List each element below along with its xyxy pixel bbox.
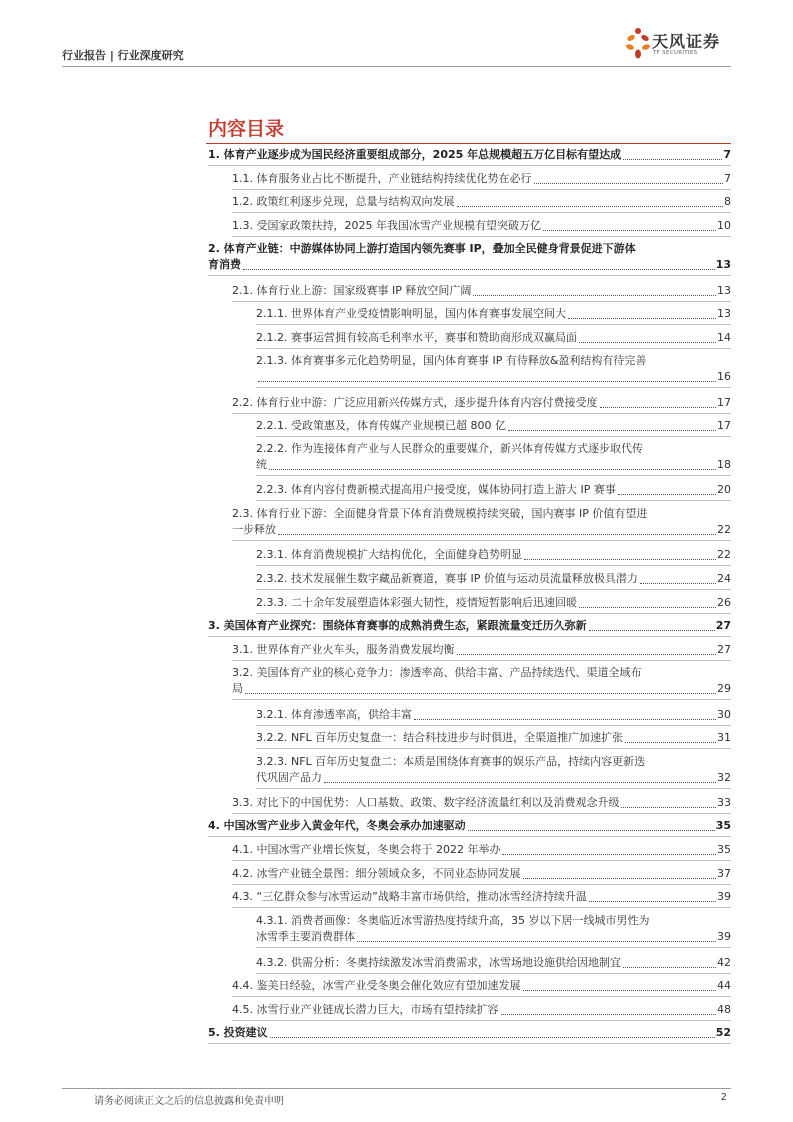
toc-entry-underline bbox=[208, 636, 731, 637]
toc-entry[interactable] bbox=[208, 618, 731, 634]
report-type: 行业报告 | 行业深度研究 bbox=[62, 49, 184, 62]
toc-entry-text: 4.2. 冰雪产业链全景图：细分领域众多，不同业态协同发展 bbox=[232, 867, 521, 880]
toc-entry-underline bbox=[208, 275, 731, 276]
toc-page-number: 44 bbox=[717, 979, 731, 992]
toc-entry-underline bbox=[256, 613, 731, 614]
toc-entry-underline bbox=[232, 996, 731, 997]
toc-dot-leader bbox=[501, 1014, 717, 1015]
toc-entry[interactable] bbox=[256, 730, 731, 746]
toc-entry-text: 1.2. 政策红利逐步兑现，总量与结构双向发展 bbox=[232, 195, 455, 208]
toc-entry[interactable] bbox=[256, 418, 731, 434]
logo-mark-icon bbox=[625, 26, 651, 62]
toc-entry-underline bbox=[232, 884, 731, 885]
company-logo bbox=[625, 26, 737, 66]
toc-entry-text: 1.1. 体育服务业占比不断提升，产业链结构持续优化势在必行 bbox=[232, 172, 532, 185]
toc-dot-leader bbox=[589, 630, 715, 631]
toc-entry-text: 2.3.1. 体育消费规模扩大结构优化，全面健身趋势明显 bbox=[256, 548, 522, 561]
toc-dot-leader bbox=[618, 494, 716, 495]
toc-entry[interactable] bbox=[232, 1002, 731, 1018]
toc-entry-underline bbox=[256, 348, 731, 349]
toc-entry-text: 4.1. 中国冰雪产业增长恢复，冬奥会将于 2022 年举办 bbox=[232, 843, 501, 856]
toc-entry[interactable] bbox=[232, 665, 731, 697]
toc-entry-underline bbox=[208, 165, 731, 166]
toc-entry-underline bbox=[232, 907, 731, 908]
toc-entry-text: 2.1.3. 体育赛事多元化趋势明显，国内体育赛事 IP 有待释放&盈利结构有待完善 bbox=[256, 354, 647, 367]
toc-entry[interactable] bbox=[208, 818, 731, 834]
toc-entry-text-continued: 一步释放 bbox=[232, 523, 276, 536]
toc-dot-leader bbox=[357, 941, 716, 942]
toc-page-number: 48 bbox=[717, 1003, 731, 1016]
toc-page-number: 29 bbox=[717, 682, 731, 695]
toc-entry[interactable] bbox=[256, 571, 731, 587]
toc-entry[interactable] bbox=[256, 754, 731, 786]
toc-entry-text: 3.2.2. NFL 百年历史复盘一：结合科技进步与时俱进，全渠道推广加速扩张 bbox=[256, 731, 624, 744]
toc-dot-leader bbox=[457, 654, 717, 655]
toc-entry-text-continued: 冰雪季主要消费群体 bbox=[256, 930, 355, 943]
toc-page-number: 39 bbox=[717, 890, 731, 903]
toc-entry[interactable] bbox=[232, 642, 731, 658]
toc-entry-underline bbox=[256, 565, 731, 566]
toc-dot-leader bbox=[621, 807, 716, 808]
toc-entry-text: 5. 投资建议 bbox=[208, 1026, 268, 1039]
toc-entry-underline bbox=[232, 413, 731, 414]
toc-entry-underline bbox=[232, 301, 731, 302]
toc-dot-leader bbox=[523, 878, 717, 879]
toc-page-number: 13 bbox=[715, 258, 731, 271]
toc-entry-underline bbox=[232, 860, 731, 861]
toc-page-number: 35 bbox=[717, 843, 731, 856]
toc-dot-leader bbox=[600, 407, 717, 408]
toc-entry[interactable] bbox=[232, 283, 731, 299]
toc-entry-text: 2.2.1. 受政策惠及，体育传媒产业规模已超 800 亿 bbox=[256, 419, 506, 432]
toc-entry-text: 3.3. 对比下的中国优势：人口基数、政策、数字经济流量红利以及消费观念升级 bbox=[232, 796, 620, 809]
toc-dot-leader bbox=[579, 607, 716, 608]
toc-dot-leader bbox=[258, 381, 716, 382]
toc-entry-underline bbox=[232, 236, 731, 237]
toc-entry-underline bbox=[256, 788, 731, 789]
toc-entry-text: 2.2.2. 作为连接体育产业与人民群众的重要媒介，新兴体育传媒方式逐步取代传 bbox=[256, 442, 643, 455]
toc-entry-underline bbox=[232, 699, 731, 700]
toc-page-number: 13 bbox=[717, 307, 731, 320]
toc-entry-underline bbox=[256, 324, 731, 325]
toc-page-number: 27 bbox=[717, 643, 731, 656]
toc-page-number: 13 bbox=[717, 284, 731, 297]
toc-entry-text: 4.3.1. 消费者画像：冬奥临近冰雪游热度持续升高，35 岁以下居一线城市男性为 bbox=[256, 914, 650, 927]
toc-entry-underline bbox=[232, 1020, 731, 1021]
toc-dot-leader bbox=[502, 854, 716, 855]
toc-page-number: 39 bbox=[717, 930, 731, 943]
toc-dot-leader bbox=[623, 159, 722, 160]
toc-dot-leader bbox=[457, 206, 724, 207]
toc-dot-leader bbox=[270, 1037, 715, 1038]
toc-dot-leader bbox=[568, 318, 716, 319]
toc-title: 内容目录 bbox=[208, 118, 285, 140]
toc-entry[interactable] bbox=[232, 218, 731, 234]
toc-entry[interactable] bbox=[208, 1025, 731, 1041]
toc-title-divider bbox=[206, 143, 731, 144]
toc-entry[interactable] bbox=[232, 795, 731, 811]
toc-entry-underline bbox=[256, 947, 731, 948]
page-number: 2 bbox=[720, 1092, 727, 1103]
toc-page-number: 30 bbox=[717, 708, 731, 721]
footer-divider bbox=[62, 1088, 731, 1089]
toc-dot-leader bbox=[245, 693, 716, 694]
toc-entry-text-continued: 育消费 bbox=[208, 258, 241, 271]
toc-page-number: 10 bbox=[717, 219, 731, 232]
toc-dot-leader bbox=[523, 990, 717, 991]
toc-entry[interactable] bbox=[256, 955, 731, 971]
toc-page-number: 16 bbox=[717, 370, 731, 383]
toc-entry-text: 3.2. 美国体育产业的核心竞争力：渗透率高、供给丰富、产品持续迭代、渠道全域布 bbox=[232, 666, 642, 679]
toc-entry-underline bbox=[256, 500, 731, 501]
toc-entry[interactable] bbox=[232, 889, 731, 905]
toc-entry-text-continued: 统 bbox=[256, 458, 267, 471]
toc-entry[interactable] bbox=[232, 194, 731, 210]
toc-entry-text: 3.2.1. 体育渗透率高，供给丰富 bbox=[256, 708, 412, 721]
toc-entry-underline bbox=[256, 748, 731, 749]
toc-entry-text: 3. 美国体育产业探究：围绕体育赛事的成熟消费生态，紧跟流量变迁历久弥新 bbox=[208, 619, 587, 632]
toc-entry[interactable] bbox=[208, 147, 731, 163]
toc-entry-text: 4. 中国冰雪产业步入黄金年代，冬奥会承办加速驱动 bbox=[208, 819, 466, 832]
toc-page-number: 17 bbox=[717, 396, 731, 409]
toc-page-number: 27 bbox=[715, 619, 731, 632]
toc-dot-leader bbox=[243, 269, 715, 270]
toc-entry[interactable] bbox=[208, 241, 731, 273]
toc-dot-leader bbox=[269, 469, 716, 470]
toc-entry-text: 2.3.3. 二十余年发展塑造体彩强大韧性，疫情短暂影响后迅速回暖 bbox=[256, 596, 577, 609]
toc-entry[interactable] bbox=[256, 353, 731, 385]
toc-entry-underline bbox=[232, 813, 731, 814]
toc-page-number: 22 bbox=[717, 523, 731, 536]
toc-entry-text: 2. 体育产业链：中游媒体协同上游打造国内领先赛事 IP，叠加全民健身背景促进下游体 bbox=[208, 242, 636, 255]
toc-entry-text: 2.1.2. 赛事运营拥有较高毛利率水平，赛事和赞助商形成双赢局面 bbox=[256, 331, 577, 344]
toc-entry-text: 4.3. “三亿群众参与冰雪运动”战略丰富市场供给，推动冰雪经济持续升温 bbox=[232, 890, 587, 903]
toc-entry[interactable] bbox=[256, 595, 731, 611]
toc-entry-underline bbox=[256, 589, 731, 590]
toc-dot-leader bbox=[414, 719, 716, 720]
toc-page-number: 8 bbox=[724, 195, 731, 208]
toc-dot-leader bbox=[324, 782, 716, 783]
toc-page-number: 22 bbox=[717, 548, 731, 561]
toc-entry[interactable] bbox=[256, 707, 731, 723]
toc-entry-text: 4.5. 冰雪行业产业链成长潜力巨大，市场有望持续扩容 bbox=[232, 1003, 499, 1016]
toc-dot-leader bbox=[468, 830, 715, 831]
toc-entry[interactable] bbox=[256, 482, 731, 498]
toc-entry-underline bbox=[232, 212, 731, 213]
toc-entry[interactable] bbox=[232, 866, 731, 882]
toc-page-number: 18 bbox=[717, 458, 731, 471]
toc-dot-leader bbox=[543, 230, 716, 231]
toc-entry[interactable] bbox=[256, 547, 731, 563]
toc-dot-leader bbox=[508, 430, 716, 431]
toc-entry-text: 2.1.1. 世界体育产业受疫情影响明显，国内体育赛事发展空间大 bbox=[256, 307, 566, 320]
toc-page-number: 52 bbox=[715, 1026, 731, 1039]
toc-dot-leader bbox=[623, 967, 716, 968]
toc-entry[interactable] bbox=[232, 395, 731, 411]
toc-page-number: 20 bbox=[717, 483, 731, 496]
toc-entry-text: 2.2.3. 体育内容付费新模式提高用户接受度，媒体协同打造上游大 IP 赛事 bbox=[256, 483, 616, 496]
toc-entry[interactable] bbox=[256, 306, 731, 322]
toc-entry[interactable] bbox=[232, 842, 731, 858]
toc-entry-text-continued: 局 bbox=[232, 682, 243, 695]
toc-dot-leader bbox=[640, 583, 716, 584]
toc-page-number: 33 bbox=[717, 796, 731, 809]
toc-page-number: 7 bbox=[723, 148, 731, 161]
toc-entry-underline bbox=[208, 836, 731, 837]
toc-page-number: 17 bbox=[717, 419, 731, 432]
toc-entry-text: 1. 体育产业逐步成为国民经济重要组成部分，2025 年总规模超五万亿目标有望达成 bbox=[208, 148, 622, 161]
toc-entry-underline bbox=[256, 973, 731, 974]
toc-entry-text: 2.2. 体育行业中游：广泛应用新兴传媒方式，逐步提升体育内容付费接受度 bbox=[232, 396, 598, 409]
toc-page-number: 42 bbox=[717, 956, 731, 969]
toc-page-number: 24 bbox=[717, 572, 731, 585]
toc-entry-text: 3.1. 世界体育产业火车头，服务消费发展均衡 bbox=[232, 643, 455, 656]
toc-entry-underline bbox=[256, 725, 731, 726]
toc-dot-leader bbox=[589, 901, 716, 902]
toc-entry-text: 4.4. 鉴美日经验，冰雪产业受冬奥会催化效应有望加速发展 bbox=[232, 979, 521, 992]
toc-entry-text-continued: 代巩固产品力 bbox=[256, 771, 322, 784]
toc-entry-text: 4.3.2. 供需分析：冬奥持续激发冰雪消费需求，冰雪场地设施供给因地制宜 bbox=[256, 956, 621, 969]
toc-entry-text: 1.3. 受国家政策扶持，2025 年我国冰雪产业规模有望突破万亿 bbox=[232, 219, 541, 232]
toc-entry-underline bbox=[232, 189, 731, 190]
toc-page-number: 26 bbox=[717, 596, 731, 609]
toc-page-number: 14 bbox=[717, 331, 731, 344]
toc-dot-leader bbox=[579, 342, 716, 343]
toc-page-number: 32 bbox=[717, 771, 731, 784]
toc-page-number: 35 bbox=[715, 819, 731, 832]
footer-disclaimer: 请务必阅读正文之后的信息披露和免责申明 bbox=[94, 1096, 284, 1107]
toc-dot-leader bbox=[534, 183, 724, 184]
header-divider bbox=[62, 66, 731, 67]
toc-page-number: 7 bbox=[724, 172, 731, 185]
toc-entry[interactable] bbox=[232, 171, 731, 187]
toc-entry[interactable] bbox=[232, 978, 731, 994]
toc-entry-underline bbox=[256, 475, 731, 476]
toc-entry[interactable] bbox=[256, 330, 731, 346]
toc-dot-leader bbox=[524, 559, 716, 560]
toc-entry-underline bbox=[256, 436, 731, 437]
toc-dot-leader bbox=[625, 742, 716, 743]
toc-dot-leader bbox=[278, 534, 716, 535]
toc-entry-text: 2.3. 体育行业下游：全面健身背景下体育消费规模持续突破，国内赛事 IP 价值有望进 bbox=[232, 507, 648, 520]
toc-entry-text: 2.1. 体育行业上游：国家级赛事 IP 释放空间广阔 bbox=[232, 284, 472, 297]
toc-page-number: 37 bbox=[717, 867, 731, 880]
logo-subtitle: TF SECURITIES bbox=[653, 50, 698, 56]
toc-entry[interactable] bbox=[256, 913, 731, 945]
toc-entry-underline bbox=[232, 660, 731, 661]
toc-entry-underline bbox=[232, 540, 731, 541]
toc-dot-leader bbox=[473, 295, 716, 296]
toc-entry[interactable] bbox=[256, 441, 731, 473]
toc-entry-underline bbox=[256, 387, 731, 388]
logo-name: 天风证券 bbox=[652, 32, 721, 51]
toc-entry-underline bbox=[208, 1043, 731, 1044]
toc-entry-text: 2.3.2. 技术发展催生数字藏品新赛道，赛事 IP 价值与运动员流量释放极具潜力 bbox=[256, 572, 638, 585]
toc-entry[interactable] bbox=[232, 506, 731, 538]
toc-entry-text: 3.2.3. NFL 百年历史复盘二：本质是围绕体育赛事的娱乐产品，持续内容更新迭 bbox=[256, 755, 646, 768]
toc-page-number: 31 bbox=[717, 731, 731, 744]
